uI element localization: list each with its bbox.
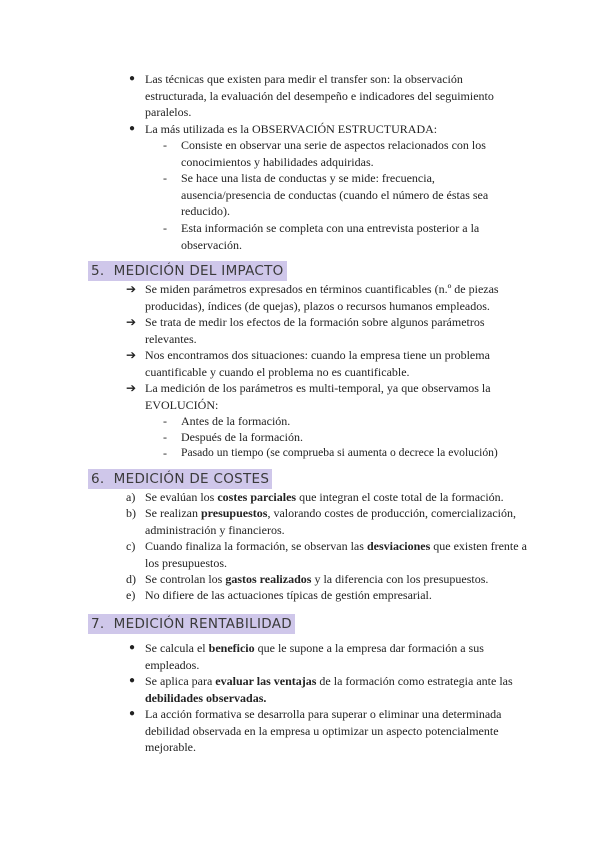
list-item	[0, 538, 600, 571]
dash-bullet-icon: -	[163, 171, 167, 185]
section-number: 6.	[91, 471, 105, 487]
section-heading-impacto	[88, 261, 287, 281]
list-item	[0, 640, 600, 673]
impact-list	[0, 281, 600, 461]
list-item	[0, 121, 600, 137]
dash-bullet-icon: -	[163, 414, 167, 428]
list-item-text: Se realizan presupuestos, valorando costes de producción, comercialización, administración y financieros.	[145, 506, 517, 537]
list-item-text: La medición de los parámetros es multi-temporal, ya que observamos la EVOLUCIÓN:	[145, 381, 491, 412]
list-item-text: Se calcula el beneficio que le supone a la empresa dar formación a sus empleados.	[145, 641, 484, 672]
section-heading-rentabilidad	[88, 614, 295, 634]
list-item	[0, 587, 600, 603]
profitability-list	[0, 640, 600, 756]
arrow-bullet-icon: ➔	[126, 315, 137, 329]
list-item-letter: e)	[126, 588, 136, 602]
list-item-text: Se aplica para evaluar las ventajas de la formación como estrategia ante las debilidades observadas.	[145, 674, 513, 705]
costs-list	[0, 489, 600, 603]
arrow-bullet-icon: ➔	[126, 348, 137, 362]
list-item-text: Cuando finaliza la formación, se observan las desviaciones que existen frente a los presupuestos.	[145, 539, 527, 570]
sub-list-item	[0, 137, 600, 170]
arrow-bullet-icon: ➔	[126, 282, 137, 296]
section-title: MEDICIÓN DEL IMPACTO	[113, 263, 284, 279]
list-item	[0, 71, 600, 121]
sub-list-item	[0, 445, 600, 461]
list-item-letter: b)	[126, 506, 136, 520]
list-item	[0, 706, 600, 756]
list-item-letter: c)	[126, 539, 136, 553]
bullet-dot-icon: ●	[129, 123, 136, 134]
bullet-dot-icon: ●	[129, 675, 136, 686]
list-item-text: Se trata de medir los efectos de la formación sobre algunos parámetros relevantes.	[145, 315, 485, 346]
list-item	[0, 571, 600, 587]
list-item-text: No difiere de las actuaciones típicas de gestión empresarial.	[145, 588, 432, 602]
sub-list-item	[0, 220, 600, 253]
list-item-text: Las técnicas que existen para medir el transfer son: la observación estructurada, la evaluación del desempeño e indicadores del seguimiento paralelos.	[145, 72, 494, 119]
sub-list-item-text: Pasado un tiempo (se comprueba si aumenta o decrece la evolución)	[181, 446, 498, 459]
section-number: 7.	[91, 616, 105, 632]
bullet-dot-icon: ●	[129, 708, 136, 719]
list-item-text: Se evalúan los costes parciales que integran el coste total de la formación.	[145, 490, 504, 504]
arrow-bullet-icon: ➔	[126, 381, 137, 395]
dash-bullet-icon: -	[163, 221, 167, 235]
sub-list-item-text: Después de la formación.	[181, 430, 303, 444]
section-heading-costes	[88, 469, 272, 489]
list-item	[0, 489, 600, 505]
intro-list	[0, 71, 600, 253]
list-item-letter: d)	[126, 572, 136, 586]
sub-list-item-text: Antes de la formación.	[181, 414, 291, 428]
list-item-text: La acción formativa se desarrolla para superar o eliminar una determinada debilidad observada en la empresa u optimizar un aspecto potencialmente mejorable.	[145, 707, 502, 754]
sub-list-item	[0, 170, 600, 220]
sub-list-item-text: Se hace una lista de conductas y se mide: frecuencia, ausencia/presencia de conductas (cuando el número de éstas sea reducido).	[181, 171, 489, 218]
dash-bullet-icon: -	[163, 430, 167, 444]
bullet-dot-icon: ●	[129, 73, 136, 84]
list-item-text: Se miden parámetros expresados en términos cuantificables (n.º de piezas producidas), índices (de quejas), plazos o recursos humanos empleados.	[145, 282, 499, 313]
list-item-letter: a)	[126, 490, 136, 504]
list-item	[0, 281, 600, 314]
bullet-dot-icon: ●	[129, 642, 136, 653]
dash-bullet-icon: -	[163, 446, 167, 460]
list-item	[0, 347, 600, 380]
list-item-text: Se controlan los gastos realizados y la diferencia con los presupuestos.	[145, 572, 489, 586]
sub-list-item-text: Esta información se completa con una entrevista posterior a la observación.	[181, 221, 480, 252]
list-item	[0, 314, 600, 347]
section-number: 5.	[91, 263, 105, 279]
dash-bullet-icon: -	[163, 138, 167, 152]
section-title: MEDICIÓN RENTABILIDAD	[113, 616, 292, 632]
list-item-text: Nos encontramos dos situaciones: cuando la empresa tiene un problema cuantificable y cuando el problema no es cuantificable.	[145, 348, 490, 379]
sub-list-item-text: Consiste en observar una serie de aspectos relacionados con los conocimientos y habilidades adquiridas.	[181, 138, 486, 169]
list-item	[0, 505, 600, 538]
sub-list-item	[0, 429, 600, 445]
list-item	[0, 380, 600, 413]
list-item-text: La más utilizada es la OBSERVACIÓN ESTRUCTURADA:	[145, 122, 438, 136]
section-title: MEDICIÓN DE COSTES	[113, 471, 270, 487]
sub-list-item	[0, 413, 600, 429]
list-item	[0, 673, 600, 706]
